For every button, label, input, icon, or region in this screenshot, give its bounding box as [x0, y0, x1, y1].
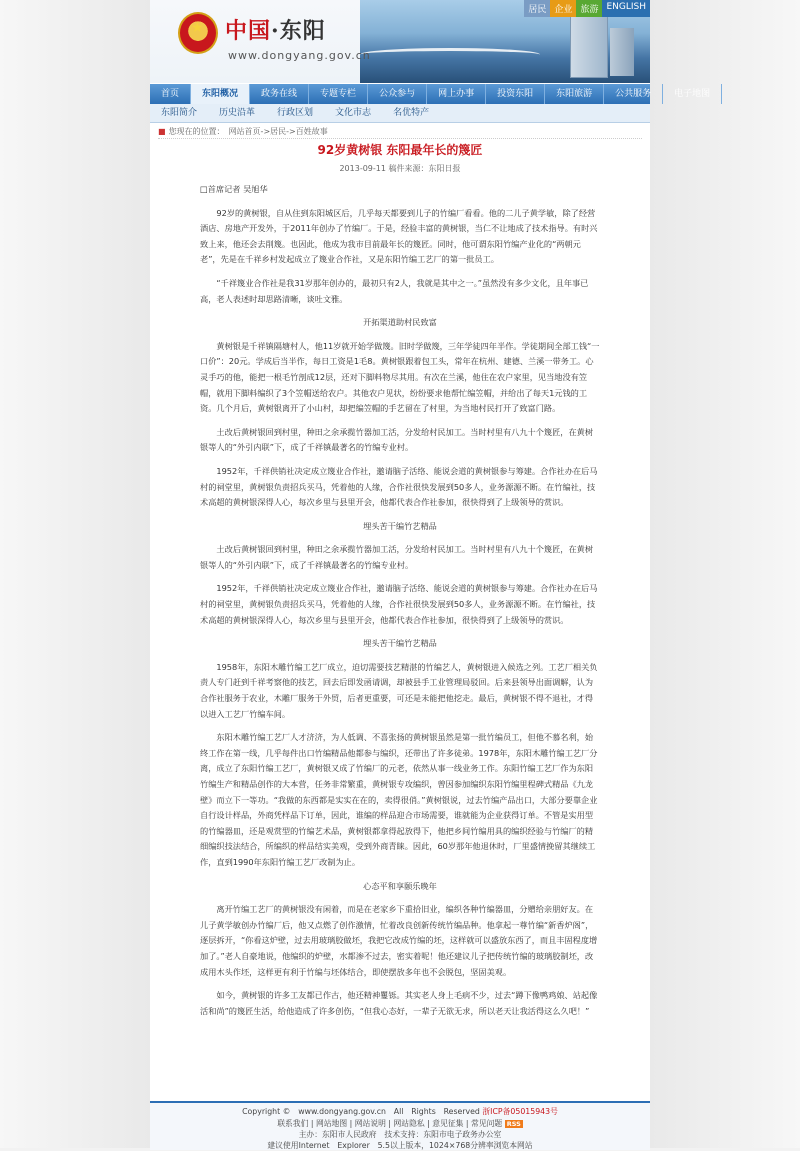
paragraph-spacer: [200, 894, 600, 902]
site-banner: [150, 0, 650, 83]
paragraph-spacer: [200, 871, 600, 879]
paragraph-spacer: [200, 511, 600, 519]
article-title: 92岁黄树银 东阳最年长的篾匠: [317, 143, 483, 157]
nav-item-overview[interactable]: 东阳概况: [191, 84, 250, 104]
top-link-tourism[interactable]: 旅游: [576, 0, 602, 17]
article-paragraph: 如今，黄树银的许多工友都已作古，他还精神矍铄。其实老人身上毛病不少，过去“蹲下像鸭鸡娘、站起像活和尚”的篾匠生活，给他造成了许多创伤，“但我心态好，一辈子无欲无求，所以老天让我活得这么久吧！”: [200, 990, 598, 1016]
breadcrumb-path[interactable]: 网站首页->居民->百姓故事: [228, 127, 328, 136]
article-paragraph: 1952年，千祥供销社决定成立篾业合作社，邀请脑子活络、能说会道的黄树银参与筹建。合作社办在后马村的祠堂里，黄树银负责招兵买马，凭着他的人缘，合作社很快发展到50多人，业务源源不断。在竹编社，技术高超的黄树银深得人心，每次乡里与县里开会，他都代表合作社参加，很快得到了上级领导的赏识。: [200, 465, 598, 508]
section-heading: 埋头苦干编竹艺精品: [363, 520, 437, 531]
section-heading: 埋头苦干编竹艺精品: [363, 638, 437, 649]
top-link-english[interactable]: ENGLISH: [602, 0, 650, 17]
article-meta: 2013-09-11 稿件来源：东阳日报: [339, 164, 461, 173]
nav-item-topics[interactable]: 专题专栏: [309, 84, 368, 104]
nav-item-public-services[interactable]: 公共服务: [604, 84, 663, 104]
page-margin-left: [0, 0, 150, 1148]
page-container: [150, 0, 711, 1150]
footer-links[interactable]: 联系我们 | 网站地图 | 网站说明 | 网站隐私 | 意见征集 | 常见问题: [277, 1119, 503, 1128]
nav-item-online-services[interactable]: 网上办事: [427, 84, 486, 104]
banner-building-image-2: [610, 28, 634, 76]
paragraph-spacer: [200, 198, 600, 206]
article-paragraph: 92岁的黄树银，自从住到东阳城区后，几乎每天都要到儿子的竹编厂看看。他的二儿子黄学敏，除了经营酒店、房地产开发外，于2011年创办了竹编厂。于是，经验丰富的黄树银，当仁不让地成了技术指导。有时兴致上来，他还会去削篾。也因此，他成为我市目前最年长的篾匠。同时，他可谓东阳竹编产业化的“两朝元老”，先是在千祥乡村发起成立了篾业合作社，又是东阳竹编工艺厂的第一批员工。: [200, 207, 598, 265]
paragraph-spacer: [200, 268, 600, 276]
article-body: [200, 182, 600, 1027]
article-paragraph: 土改后黄树银回到村里，种田之余承揽竹器加工活，分发给村民加工。当时村里有八九十个篾匠，在黄树银等人的“外引内联”下，成了千祥镇最著名的竹编专业村。: [200, 544, 594, 570]
footer-links-line: [150, 1118, 650, 1129]
article-paragraph: 黄树银是千祥镇隔塘村人，他11岁就开始学做篾。旧时学做篾，三年学徒四年半作。学徒期间全部工钱“一口价”：20元。学成后当半作，每日工资是1毛8。黄树银跟着包工头，常年在杭州、建德、兰溪一带务工。心灵手巧的他，能把一根毛竹剖成12层，还对下脚料物尽其用。有次在兰溪，他住在农户家里，见当地没有笠帽，就用下脚料编织了3个笠帽送给农户。其他农户见状，纷纷要求他帮忙编笠帽，并给出了每天1元钱的工资。几个月后，黄树银离开了小山村，却把编笠帽的手艺留在了村里，为当地村民打开了致富门路。: [200, 340, 600, 414]
sub-nav: [150, 104, 650, 123]
paragraph-spacer: [200, 534, 600, 542]
paragraph-spacer: [200, 307, 600, 315]
logo-separator: ·: [271, 18, 280, 44]
paragraph-spacer: [200, 456, 600, 464]
footer-copyright: Copyright © www.dongyang.gov.cn All Rights Reserved: [242, 1107, 480, 1116]
article-author: □首席记者 吴旭华: [200, 184, 268, 194]
rss-icon[interactable]: RSS: [506, 1120, 521, 1128]
paragraph-spacer: [200, 331, 600, 339]
paragraph-spacer: [200, 722, 600, 730]
footer-icp-link[interactable]: 浙ICP备05015943号: [482, 1107, 558, 1116]
breadcrumb-label: 您现在的位置：: [168, 127, 221, 136]
paragraph-spacer: [200, 980, 600, 988]
paragraph-spacer: [200, 652, 600, 660]
footer-copyright-line: [150, 1106, 650, 1117]
article-paragraph: 东阳木雕竹编工艺厂人才济济，为人低调、不喜张扬的黄树银虽然是第一批竹编员工，但他不慕名利，始终工作在第一线，几乎每件出口竹编精品他都参与编织，还带出了许多徒弟。1978年，东阳木雕竹编工艺厂分离，成立了东阳竹编工艺厂，黄树银又成了竹编厂的元老，依然从事一线业务工作。东阳竹编工艺厂作为东阳竹编生产和精品创作的大本营，任务非常繁重，黄树银专攻编织，曾因参加编织东阳竹编里程碑式精品《九龙壁》而立下一等功。“我做的东西都是实实在在的，卖得很俏。”黄树银说，过去竹编产品出口，大部分要靠企业自行设计样品，外商凭样品下订单，因此，谁编的样品迎合市场需要，谁就能为企业获得订单。不管是实用型的竹编器皿，还是观赏型的竹编艺术品，黄树银都拿得起放得下，他把乡间竹编用具的编织经验与竹编厂的精细编织技法结合，所编织的样品结实美观，受到外商青睐。因此，60岁那年他退休时，厂里盛情挽留其继续工作，直到1990年东阳竹编工艺厂改制为止。: [200, 732, 598, 867]
nav-item-participation[interactable]: 公众参与: [368, 84, 427, 104]
banner-bridge-image: [360, 48, 540, 61]
section-heading: 心态平和享颐乐晚年: [363, 880, 437, 891]
site-url: www.dongyang.gov.cn: [228, 49, 371, 62]
footer-browser-note: 建议使用Internet Explorer 5.5以上版本，1024×768分辨率浏览本网站: [267, 1141, 533, 1150]
national-emblem-icon: [178, 12, 218, 54]
top-link-residents[interactable]: 居民: [524, 0, 550, 17]
paragraph-spacer: [200, 1019, 600, 1027]
paragraph-spacer: [200, 573, 600, 581]
article-paragraph: “千祥篾业合作社是我31岁那年创办的，最初只有2人，我就是其中之一。”虽然没有多少文化，且年事已高，老人表述时却思路清晰，谈吐文雅。: [200, 277, 589, 304]
article-paragraph: 1958年，东阳木雕竹编工艺厂成立，迫切需要技艺精湛的竹编艺人，黄树银进入候选之列。工艺厂相关负责人专门赶到千祥考察他的技艺，回去后即发函请调，却被县手工业管理局驳回。后来县领导出面调解，认为合作社服务于农业，木雕厂服务于外贸，后者更重要，可还是未能把他挖走。最后，黄树银不得不退社，才得以进入工艺厂竹编车间。: [200, 661, 598, 719]
logo-text-city: 东阳: [279, 18, 326, 44]
page-margin-right: [650, 0, 800, 1148]
subnav-item-culture[interactable]: 文化市志: [335, 108, 372, 118]
banner-building-image: [570, 14, 608, 78]
nav-item-map[interactable]: 电子地图: [663, 84, 722, 104]
article-paragraph: 土改后黄树银回到村里，种田之余承揽竹器加工活，分发给村民加工。当时村里有八九十个篾匠，在黄树银等人的“外引内联”下，成了千祥镇最著名的竹编专业村。: [200, 426, 594, 453]
subnav-item-history[interactable]: 历史沿革: [219, 108, 256, 118]
nav-item-government[interactable]: 政务在线: [250, 84, 309, 104]
subnav-item-intro[interactable]: 东阳简介: [161, 108, 198, 118]
top-link-business[interactable]: 企业: [550, 0, 576, 17]
nav-item-investment[interactable]: 投资东阳: [486, 84, 545, 104]
section-heading: 开拓渠道助村民致富: [363, 317, 437, 328]
subnav-item-specialties[interactable]: 名优特产: [393, 108, 430, 118]
top-quick-links: [524, 0, 650, 17]
location-pin-icon: ■: [158, 127, 166, 136]
paragraph-spacer: [200, 628, 600, 636]
site-logo[interactable]: [225, 14, 326, 45]
nav-item-home[interactable]: 首页: [150, 84, 191, 104]
site-footer: [150, 1101, 650, 1150]
nav-item-tourism[interactable]: 东阳旅游: [545, 84, 604, 104]
footer-sponsor: 主办：东阳市人民政府 技术支持：东阳市电子政务办公室: [298, 1130, 502, 1139]
subnav-item-divisions[interactable]: 行政区划: [277, 108, 314, 118]
article-paragraph: 离开竹编工艺厂的黄树银没有闲着，而是在老家乡下重拾旧业，编织各种竹编器皿，分赠给亲朋好友。在儿子黄学敏创办竹编厂后，他又点燃了创作激情，忙着改良创新传统竹编品种。他拿起一尊竹编“新香炉阁”，逐层拆开，“你看这炉壁，过去用玻璃胶做坯，我把它改成竹编的坯，这样就可以盛放东西了，而且丰固程度增加了。”老人自豪地说，他编织的炉壁，水都渗不过去，密实着呢！他还建议儿子把传统竹编的玻璃胶制坯，改成用木头作坯，这样更有利于竹编与坯体结合，即使摆放多年也不会脱包，坚固美观。: [200, 904, 598, 977]
main-nav: [150, 84, 711, 104]
paragraph-spacer: [200, 417, 600, 425]
logo-text-china: 中国: [225, 18, 272, 44]
breadcrumb: [158, 126, 642, 139]
article-paragraph: 1952年，千祥供销社决定成立篾业合作社，邀请脑子活络、能说会道的黄树银参与筹建。合作社办在后马村的祠堂里，黄树银负责招兵买马，凭着他的人缘，合作社很快发展到50多人，业务源源不断。在竹编社，技术高超的黄树银深得人心，每次乡里与县里开会，他都代表合作社参加，很快得到了上级领导的赏识。: [200, 583, 598, 625]
